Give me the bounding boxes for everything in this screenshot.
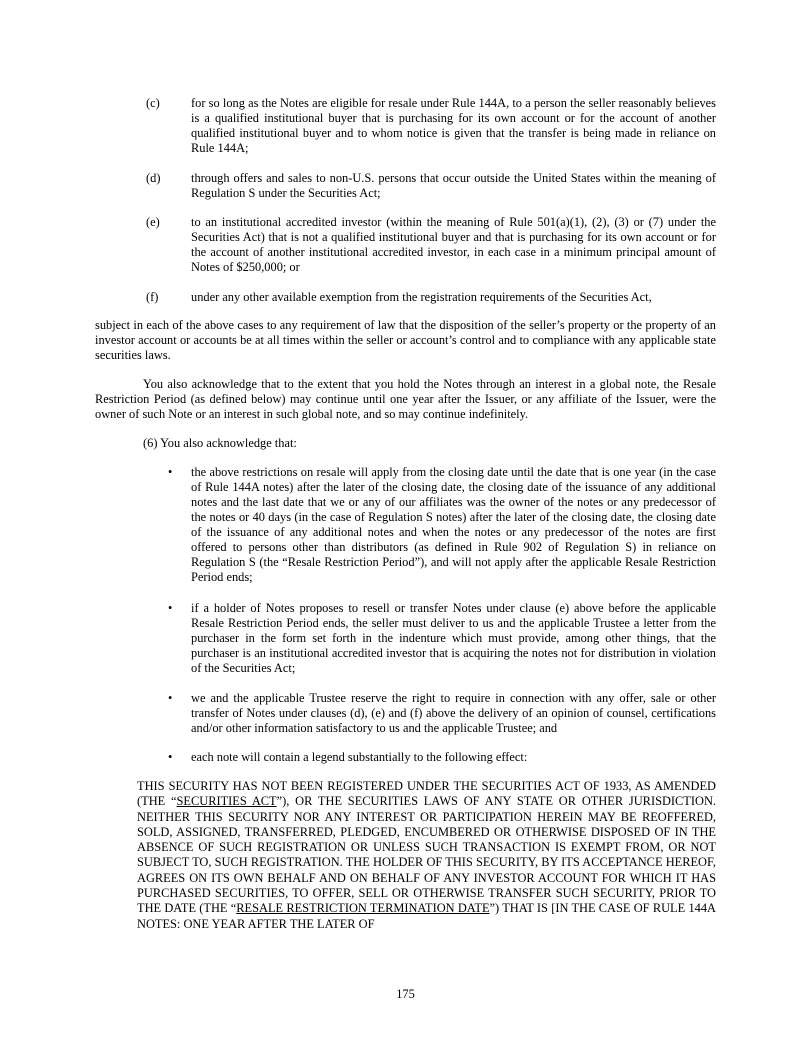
- bullet-icon: •: [168, 750, 173, 764]
- item-label: (c): [146, 96, 160, 110]
- legend-text: ”), OR THE SECURITIES LAWS OF ANY STATE OR OTHER JURISDICTION. NEITHER THIS SECURITY NOR ANY INTEREST OR PARTICIPATION HEREIN MAY BE REOFFERED, SOLD, ASSIGNED, TRANSFERRED, PLEDGED, ENCUMBERED OR OTHERWISE DISPOSED OF IN THE ABSENCE OF SUCH REGISTRATION OR UNLESS SUCH TRANSACTION IS EXEMPT FROM, OR NOT SUBJECT TO, SUCH REGISTRATION. THE HOLDER OF THIS SECURITY, BY ITS ACCEPTANCE HEREOF, AGREES ON ITS OWN BEHALF AND ON BEHALF OF ANY INVESTOR ACCOUNT FOR WHICH IT HAS PURCHASED SECURITIES, TO OFFER, SELL OR OTHERWISE TRANSFER SUCH SECURITY, PRIOR TO THE DATE (THE “: [137, 794, 716, 916]
- legend-defined-term: SECURITIES ACT: [176, 794, 277, 809]
- bullet-item: if a holder of Notes proposes to resell or transfer Notes under clause (e) above before the applicable Resale Restriction Period ends, the seller must deliver to us and the applicable Trustee a letter from the purchaser in the form set forth in the indenture which must provide, among other things, that the purchaser is an institutional accredited investor that is acquiring the notes not for distribution in violation of the Securities Act;: [191, 601, 716, 675]
- item-label: (f): [146, 290, 159, 304]
- item-text: under any other available exemption from the registration requirements of the Securities Act,: [191, 290, 652, 304]
- legend-defined-term: RESALE RESTRICTION TERMINATION DATE: [236, 901, 490, 916]
- item-label: (d): [146, 171, 161, 185]
- page-number: 175: [396, 987, 415, 1001]
- legend-block: [137, 779, 716, 932]
- legend-text: ”) THAT IS [IN THE CASE OF RULE 144A NOTES: ONE YEAR AFTER THE LATER OF: [137, 901, 716, 931]
- item-text: for so long as the Notes are eligible for resale under Rule 144A, to a person the seller reasonably believes is a qualified institutional buyer that is purchasing for its own account or for the account of another qualified institutional buyer and to whom notice is given that the transfer is being made in reliance on Rule 144A;: [191, 96, 716, 155]
- section-intro: (6) You also acknowledge that:: [143, 436, 297, 450]
- bullet-item: we and the applicable Trustee reserve the right to require in connection with any offer, sale or other transfer of Notes under clauses (d), (e) and (f) above the delivery of an opinion of counsel, certifications and/or other information satisfactory to us and the applicable Trustee; and: [191, 691, 716, 735]
- subject-paragraph: subject in each of the above cases to any requirement of law that the disposition of the seller’s property or the property of an investor account or accounts be at all times within the seller or account’s control and to compliance with any applicable state securities laws.: [95, 318, 716, 362]
- bullet-icon: •: [168, 601, 173, 615]
- acknowledge-paragraph: You also acknowledge that to the extent that you hold the Notes through an interest in a global note, the Resale Restriction Period (as defined below) may continue until one year after the Issuer, or any affiliate of the Issuer, were the owner of such Note or an interest in such global note, and so may continue indefinitely.: [95, 377, 716, 421]
- item-text: to an institutional accredited investor (within the meaning of Rule 501(a)(1), (2), (3) or (7) under the Securities Act) that is not a qualified institutional buyer and that is purchasing for its own account or for the account of another institutional accredited investor, in each case in a minimum principal amount of Notes of $250,000; or: [191, 215, 716, 274]
- bullet-icon: •: [168, 691, 173, 705]
- item-label: (e): [146, 215, 160, 229]
- bullet-item: the above restrictions on resale will apply from the closing date until the date that is one year (in the case of Rule 144A notes) after the later of the closing date, the closing date of the issuance of any additional notes and the last date that we or any of our affiliates was the owner of the notes or any predecessor of the notes or 40 days (in the case of Regulation S notes) after the later of the closing date, the closing date of the issuance of any additional notes and when the notes or any predecessor of the notes are first offered to persons other than distributors (as defined in Rule 902 of Regulation S) in reliance on Regulation S (the “Resale Restriction Period”), and will not apply after the applicable Resale Restriction Period ends;: [191, 465, 716, 584]
- item-text: through offers and sales to non-U.S. persons that occur outside the United States within the meaning of Regulation S under the Securities Act;: [191, 171, 716, 200]
- bullet-icon: •: [168, 465, 173, 479]
- bullet-item: each note will contain a legend substantially to the following effect:: [191, 750, 528, 764]
- legend-text: THIS SECURITY HAS NOT BEEN REGISTERED UNDER THE SECURITIES ACT OF 1933, AS AMENDED (THE “: [137, 779, 716, 809]
